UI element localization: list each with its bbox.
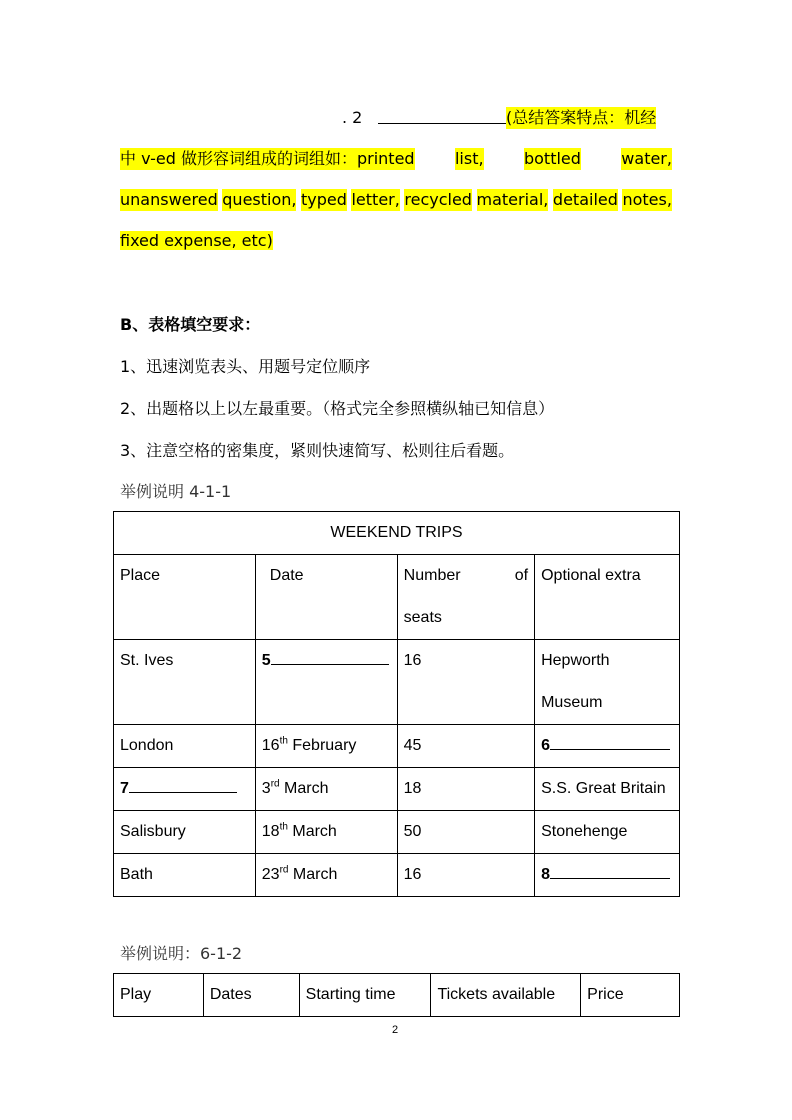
- cell-extra-line-2: Museum: [541, 694, 603, 711]
- header-extra: Optional extra: [535, 555, 680, 640]
- header-dates: Dates: [203, 974, 299, 1017]
- summary-highlight-start: (总结答案特点：机经: [506, 108, 657, 127]
- date-month: March: [288, 866, 338, 883]
- cell-place: Bath: [114, 854, 256, 897]
- date-day: 18: [261, 823, 280, 840]
- summary-text: list,: [454, 149, 484, 168]
- date-suffix: rd: [279, 864, 289, 876]
- weekend-trips-table: [113, 511, 680, 897]
- question-number: 6: [541, 737, 550, 754]
- date-suffix: th: [279, 821, 288, 833]
- cell-date: [255, 768, 397, 811]
- section-b-heading: B、表格填空要求：: [120, 315, 261, 334]
- table-row: [114, 640, 680, 725]
- date-day: 3: [261, 780, 271, 797]
- summary-text: typed: [301, 190, 347, 209]
- date-month: March: [287, 823, 337, 840]
- table-row: [114, 854, 680, 897]
- header-tickets-available: Tickets available: [431, 974, 581, 1017]
- cell-date: [255, 811, 397, 854]
- table-row: [114, 725, 680, 768]
- question-number: 7: [120, 780, 129, 797]
- header-price: Price: [581, 974, 680, 1017]
- question-number: 5: [261, 652, 271, 669]
- date-day: 16: [261, 737, 280, 754]
- date-day: 23: [261, 866, 280, 883]
- summary-text: unanswered: [120, 190, 218, 209]
- header-seats-word-1: Number: [403, 567, 461, 584]
- date-month: February: [287, 737, 357, 754]
- section-b-item-3: 3、注意空格的密集度，紧则快速简写、松则往后看题。: [120, 441, 515, 460]
- summary-text: notes,: [622, 190, 672, 209]
- cell-extra: [535, 725, 680, 768]
- plays-table: [113, 973, 680, 1017]
- summary-text: bottled: [523, 149, 581, 168]
- example-2-label: 举例说明：6-1-2: [120, 944, 243, 963]
- cell-seats: 18: [397, 768, 534, 811]
- cell-extra: [535, 640, 680, 725]
- summary-text: letter,: [351, 190, 400, 209]
- header-seats-word-3: seats: [403, 609, 442, 626]
- page-number: 2: [392, 1024, 399, 1036]
- cell-place: St. Ives: [114, 640, 256, 725]
- cell-date: [255, 854, 397, 897]
- cell-extra: Stonehenge: [535, 811, 680, 854]
- question-number: 8: [541, 866, 550, 883]
- table-title-row: [114, 512, 680, 555]
- answer-2-blank: [378, 107, 506, 124]
- header-seats-word-2: of: [514, 567, 529, 584]
- summary-text: question,: [222, 190, 297, 209]
- summary-text: fixed expense, etc): [120, 231, 273, 250]
- example-1-label: 举例说明 4-1-1: [120, 482, 232, 501]
- summary-text: material,: [476, 190, 549, 209]
- table-row: [114, 768, 680, 811]
- cell-seats: 50: [397, 811, 534, 854]
- cell-date: [255, 725, 397, 768]
- table-header-row: [114, 974, 680, 1017]
- header-place: Place: [114, 555, 256, 640]
- cell-place: Salisbury: [114, 811, 256, 854]
- answer-blank[interactable]: [550, 731, 670, 750]
- section-b-item-2: 2、出题格以上以左最重要。（格式完全参照横纵轴已知信息）: [120, 399, 555, 418]
- summary-line-3: [120, 189, 672, 211]
- answer-blank[interactable]: [129, 774, 237, 793]
- summary-text: 中 v-ed 做形容词组成的词组如：printed: [120, 149, 415, 168]
- header-play: Play: [114, 974, 204, 1017]
- cell-extra-line-1: Hepworth: [541, 652, 610, 669]
- answer-blank[interactable]: [271, 646, 389, 665]
- date-suffix: rd: [270, 778, 280, 790]
- section-b-item-1: 1、迅速浏览表头、用题号定位顺序: [120, 357, 371, 376]
- table-header-row: [114, 555, 680, 640]
- cell-extra: S.S. Great Britain: [535, 768, 680, 811]
- header-seats: [397, 555, 534, 640]
- cell-seats: 16: [397, 640, 534, 725]
- cell-date: [255, 640, 397, 725]
- header-starting-time: Starting time: [299, 974, 431, 1017]
- summary-text: recycled: [404, 190, 472, 209]
- header-date: Date: [255, 555, 397, 640]
- date-month: March: [279, 780, 329, 797]
- cell-seats: 45: [397, 725, 534, 768]
- date-suffix: th: [279, 735, 288, 747]
- table-row: [114, 811, 680, 854]
- summary-line-4: [120, 230, 672, 252]
- cell-place: [114, 768, 256, 811]
- summary-text: water,: [621, 149, 672, 168]
- cell-seats: 16: [397, 854, 534, 897]
- table-title: WEEKEND TRIPS: [114, 512, 680, 555]
- answer-blank[interactable]: [550, 860, 670, 879]
- cell-place: London: [114, 725, 256, 768]
- answer-2-prefix: . 2: [342, 108, 363, 127]
- cell-extra: [535, 854, 680, 897]
- summary-text: detailed: [552, 190, 618, 209]
- summary-line-2: [120, 148, 672, 170]
